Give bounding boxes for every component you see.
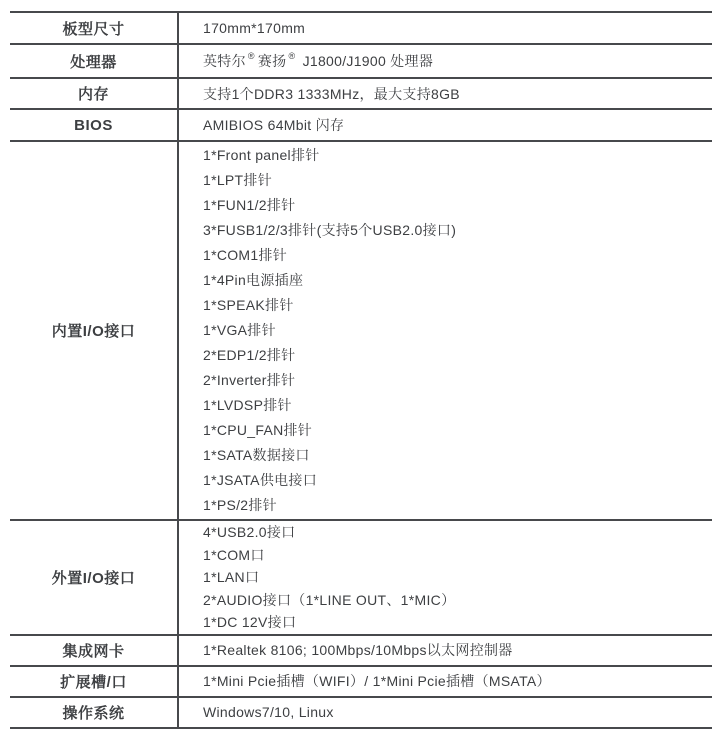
row-values-processor (177, 45, 712, 77)
row-label-lan-controller: 集成网卡 (62, 642, 125, 660)
spec-value-line: 英特尔 ® 赛扬 ® J1800/J1900 处理器 (203, 51, 434, 69)
spec-value-line: 1*FUN1/2排针 (203, 197, 296, 213)
spec-value-line: 1*CPU_FAN排针 (203, 422, 313, 438)
spec-value-line: 1*4Pin电源插座 (203, 272, 304, 288)
spec-value-line: 3*FUSB1/2/3排针(支持5个USB2.0接口) (203, 222, 457, 238)
row-label-expansion: 扩展槽/口 (60, 673, 127, 691)
spec-row-processor (10, 45, 712, 79)
spec-row-lan-controller (10, 636, 712, 667)
spec-value-line: 支持1个DDR3 1333MHz，最大支持8GB (203, 85, 460, 102)
row-label-board-size: 板型尺寸 (62, 20, 125, 38)
spec-value-line: 1*JSATA供电接口 (203, 472, 318, 488)
spec-value-line: 170mm*170mm (203, 20, 306, 36)
spec-value-line: 1*Front panel排针 (203, 147, 320, 163)
spec-value-line: 1*Realtek 8106; 100Mbps/10Mbps以太网控制器 (203, 642, 513, 659)
row-values-expansion (177, 667, 712, 696)
spec-value-line: 2*AUDIO接口（1*LINE OUT、1*MIC） (203, 591, 456, 608)
spec-value-line: 1*PS/2排针 (203, 497, 277, 513)
row-label-os: 操作系统 (62, 704, 125, 722)
spec-value-line: 1*LPT排针 (203, 172, 273, 188)
spec-value-line: AMIBIOS 64Mbit 闪存 (203, 117, 345, 133)
spec-value-line: 1*LVDSP排针 (203, 397, 292, 413)
row-label-external-io: 外置I/O接口 (51, 569, 136, 587)
spec-value-line: 2*Inverter排针 (203, 372, 296, 388)
spec-value-line: 1*COM1排针 (203, 247, 288, 263)
spec-value-line: 1*SATA数据接口 (203, 447, 310, 463)
row-values-bios (177, 110, 712, 140)
spec-value-line: 1*COM口 (203, 546, 265, 563)
spec-value-line: 1*DC 12V接口 (203, 614, 297, 631)
row-label-internal-io: 内置I/O接口 (51, 323, 136, 340)
spec-row-internal-io (10, 142, 712, 521)
row-values-board-size (177, 13, 712, 43)
spec-value-line: 1*LAN口 (203, 569, 260, 586)
row-label-processor: 处理器 (70, 53, 117, 71)
spec-value-line: 2*EDP1/2排针 (203, 347, 296, 363)
spec-row-memory (10, 79, 712, 110)
row-values-lan-controller (177, 636, 712, 665)
spec-row-external-io (10, 521, 712, 636)
row-values-external-io (177, 521, 712, 634)
spec-value-line: 1*Mini Pcie插槽（WIFI）/ 1*Mini Pcie插槽（MSATA） (203, 673, 551, 690)
spec-value-line: Windows7/10, Linux (203, 704, 334, 721)
row-values-internal-io (177, 142, 712, 519)
row-values-os (177, 698, 712, 727)
row-label-memory: 内存 (77, 86, 109, 103)
spec-row-board-size (10, 13, 712, 45)
spec-value-line: 1*VGA排针 (203, 322, 276, 338)
row-values-memory (177, 79, 712, 108)
spec-value-line: 1*SPEAK排针 (203, 297, 294, 313)
spec-row-os (10, 698, 712, 729)
spec-value-line: 4*USB2.0接口 (203, 524, 296, 540)
spec-row-expansion (10, 667, 712, 698)
spec-table (10, 11, 712, 729)
spec-row-bios (10, 110, 712, 142)
row-label-bios: BIOS (74, 116, 113, 134)
